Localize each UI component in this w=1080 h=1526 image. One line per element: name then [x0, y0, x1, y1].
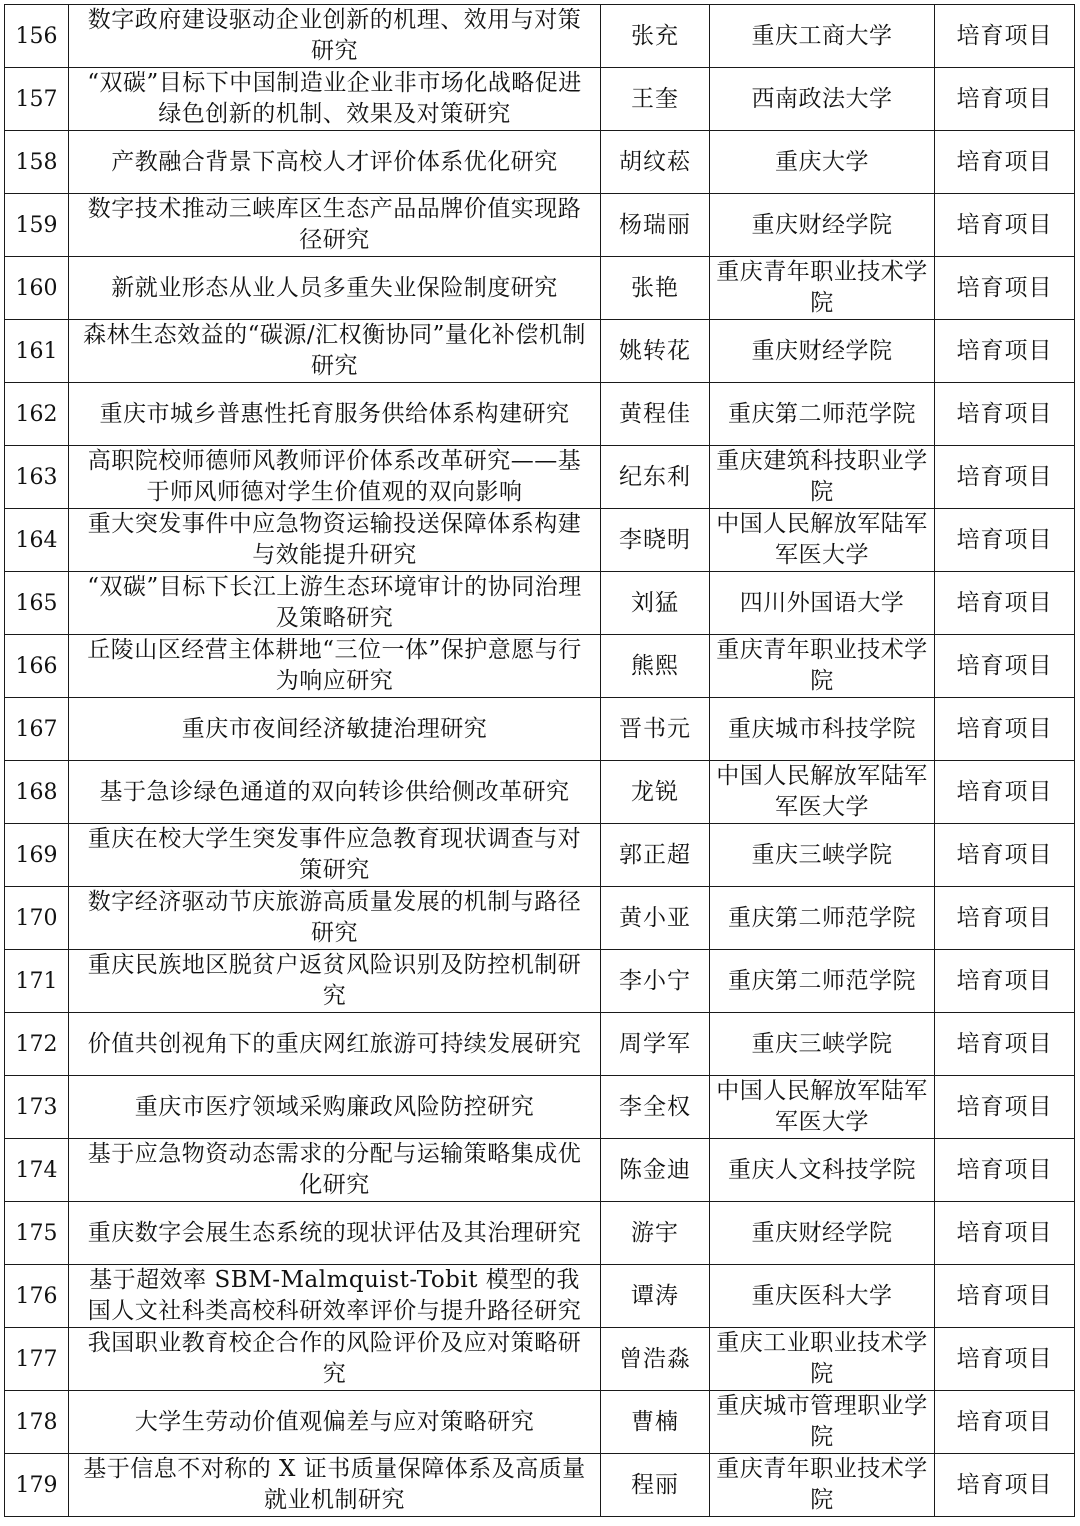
project-category: 培育项目: [935, 635, 1075, 698]
institution: 重庆工商大学: [710, 5, 935, 68]
project-title: 重庆民族地区脱贫户返贫风险识别及防控机制研究: [69, 950, 601, 1013]
row-number: 167: [5, 698, 69, 761]
principal-investigator: 熊熙: [601, 635, 710, 698]
principal-investigator: 胡纹菘: [601, 131, 710, 194]
row-number: 165: [5, 572, 69, 635]
institution: 重庆青年职业技术学院: [710, 1454, 935, 1517]
table-row: [5, 887, 1075, 950]
principal-investigator: 曾浩淼: [601, 1328, 710, 1391]
principal-investigator: 龙锐: [601, 761, 710, 824]
institution: 重庆城市管理职业学院: [710, 1391, 935, 1454]
project-title: 大学生劳动价值观偏差与应对策略研究: [69, 1391, 601, 1454]
institution: 重庆三峡学院: [710, 824, 935, 887]
project-category: 培育项目: [935, 446, 1075, 509]
table-row: [5, 1076, 1075, 1139]
institution: 中国人民解放军陆军军医大学: [710, 761, 935, 824]
institution: 重庆青年职业技术学院: [710, 635, 935, 698]
table-row: [5, 824, 1075, 887]
project-title: “双碳”目标下中国制造业企业非市场化战略促进绿色创新的机制、效果及对策研究: [69, 68, 601, 131]
project-title: 产教融合背景下高校人才评价体系优化研究: [69, 131, 601, 194]
table-row: [5, 698, 1075, 761]
project-title: 重庆市夜间经济敏捷治理研究: [69, 698, 601, 761]
principal-investigator: 程丽: [601, 1454, 710, 1517]
principal-investigator: 张充: [601, 5, 710, 68]
institution: 重庆工业职业技术学院: [710, 1328, 935, 1391]
table-row: [5, 635, 1075, 698]
row-number: 169: [5, 824, 69, 887]
project-title: 数字技术推动三峡库区生态产品品牌价值实现路径研究: [69, 194, 601, 257]
project-category: 培育项目: [935, 824, 1075, 887]
project-category: 培育项目: [935, 509, 1075, 572]
project-title: “双碳”目标下长江上游生态环境审计的协同治理及策略研究: [69, 572, 601, 635]
row-number: 162: [5, 383, 69, 446]
row-number: 160: [5, 257, 69, 320]
row-number: 164: [5, 509, 69, 572]
institution: 重庆医科大学: [710, 1265, 935, 1328]
project-category: 培育项目: [935, 1139, 1075, 1202]
table-row: [5, 950, 1075, 1013]
table-row: [5, 320, 1075, 383]
row-number: 163: [5, 446, 69, 509]
row-number: 178: [5, 1391, 69, 1454]
project-title: 数字经济驱动节庆旅游高质量发展的机制与路径研究: [69, 887, 601, 950]
project-title: 新就业形态从业人员多重失业保险制度研究: [69, 257, 601, 320]
row-number: 156: [5, 5, 69, 68]
principal-investigator: 李小宁: [601, 950, 710, 1013]
institution: 中国人民解放军陆军军医大学: [710, 1076, 935, 1139]
project-category: 培育项目: [935, 572, 1075, 635]
project-category: 培育项目: [935, 1328, 1075, 1391]
principal-investigator: 黄小亚: [601, 887, 710, 950]
project-title: 我国职业教育校企合作的风险评价及应对策略研究: [69, 1328, 601, 1391]
institution: 重庆三峡学院: [710, 1013, 935, 1076]
project-title: 重庆市城乡普惠性托育服务供给体系构建研究: [69, 383, 601, 446]
project-list-table: [4, 4, 1075, 1517]
project-category: 培育项目: [935, 1076, 1075, 1139]
table-row: [5, 1139, 1075, 1202]
project-rows: [5, 5, 1075, 1517]
institution: 重庆第二师范学院: [710, 950, 935, 1013]
project-category: 培育项目: [935, 1013, 1075, 1076]
institution: 重庆财经学院: [710, 320, 935, 383]
project-title: 基于急诊绿色通道的双向转诊供给侧改革研究: [69, 761, 601, 824]
table-row: [5, 131, 1075, 194]
principal-investigator: 谭涛: [601, 1265, 710, 1328]
project-category: 培育项目: [935, 320, 1075, 383]
project-category: 培育项目: [935, 257, 1075, 320]
table-row: [5, 5, 1075, 68]
principal-investigator: 黄程佳: [601, 383, 710, 446]
principal-investigator: 纪东利: [601, 446, 710, 509]
row-number: 177: [5, 1328, 69, 1391]
principal-investigator: 郭正超: [601, 824, 710, 887]
project-title: 重庆在校大学生突发事件应急教育现状调查与对 策研究: [69, 824, 601, 887]
row-number: 157: [5, 68, 69, 131]
principal-investigator: 陈金迪: [601, 1139, 710, 1202]
institution: 中国人民解放军陆军军医大学: [710, 509, 935, 572]
project-title: 数字政府建设驱动企业创新的机理、效用与对策研究: [69, 5, 601, 68]
principal-investigator: 刘猛: [601, 572, 710, 635]
project-category: 培育项目: [935, 1454, 1075, 1517]
institution: 西南政法大学: [710, 68, 935, 131]
project-category: 培育项目: [935, 761, 1075, 824]
table-row: [5, 257, 1075, 320]
row-number: 173: [5, 1076, 69, 1139]
project-title: 重庆数字会展生态系统的现状评估及其治理研究: [69, 1202, 601, 1265]
institution: 重庆财经学院: [710, 194, 935, 257]
row-number: 159: [5, 194, 69, 257]
principal-investigator: 李全权: [601, 1076, 710, 1139]
principal-investigator: 李晓明: [601, 509, 710, 572]
project-category: 培育项目: [935, 950, 1075, 1013]
project-title: 价值共创视角下的重庆网红旅游可持续发展研究: [69, 1013, 601, 1076]
row-number: 171: [5, 950, 69, 1013]
principal-investigator: 游宇: [601, 1202, 710, 1265]
project-category: 培育项目: [935, 1391, 1075, 1454]
project-category: 培育项目: [935, 1202, 1075, 1265]
row-number: 174: [5, 1139, 69, 1202]
row-number: 158: [5, 131, 69, 194]
table-row: [5, 1013, 1075, 1076]
institution: 重庆人文科技学院: [710, 1139, 935, 1202]
table-row: [5, 1391, 1075, 1454]
project-category: 培育项目: [935, 5, 1075, 68]
table-row: [5, 1265, 1075, 1328]
table-row: [5, 761, 1075, 824]
project-category: 培育项目: [935, 194, 1075, 257]
table-row: [5, 383, 1075, 446]
project-title: 森林生态效益的“碳源/汇权衡协同”量化补偿机制研究: [69, 320, 601, 383]
row-number: 168: [5, 761, 69, 824]
project-category: 培育项目: [935, 887, 1075, 950]
row-number: 175: [5, 1202, 69, 1265]
principal-investigator: 姚转花: [601, 320, 710, 383]
table-row: [5, 1202, 1075, 1265]
project-title: 基于应急物资动态需求的分配与运输策略集成优化研究: [69, 1139, 601, 1202]
project-category: 培育项目: [935, 1265, 1075, 1328]
project-title: 高职院校师德师风教师评价体系改革研究——基于师风师德对学生价值观的双向影响: [69, 446, 601, 509]
project-title: 重庆市医疗领域采购廉政风险防控研究: [69, 1076, 601, 1139]
principal-investigator: 杨瑞丽: [601, 194, 710, 257]
row-number: 161: [5, 320, 69, 383]
project-category: 培育项目: [935, 698, 1075, 761]
row-number: 176: [5, 1265, 69, 1328]
project-category: 培育项目: [935, 383, 1075, 446]
institution: 重庆第二师范学院: [710, 383, 935, 446]
table-row: [5, 572, 1075, 635]
row-number: 166: [5, 635, 69, 698]
table-row: [5, 194, 1075, 257]
institution: 重庆城市科技学院: [710, 698, 935, 761]
project-title: 基于超效率 SBM-Malmquist-Tobit 模型的我国人文社科类高校科研效率评价与提升路径研究: [69, 1265, 601, 1328]
principal-investigator: 晋书元: [601, 698, 710, 761]
institution: 重庆第二师范学院: [710, 887, 935, 950]
institution: 四川外国语大学: [710, 572, 935, 635]
row-number: 172: [5, 1013, 69, 1076]
table-row: [5, 1328, 1075, 1391]
project-title: 重大突发事件中应急物资运输投送保障体系构建与效能提升研究: [69, 509, 601, 572]
project-title: 基于信息不对称的 X 证书质量保障体系及高质量就业机制研究: [69, 1454, 601, 1517]
table-row: [5, 68, 1075, 131]
institution: 重庆青年职业技术学院: [710, 257, 935, 320]
table-row: [5, 509, 1075, 572]
institution: 重庆大学: [710, 131, 935, 194]
principal-investigator: 王奎: [601, 68, 710, 131]
project-title: 丘陵山区经营主体耕地“三位一体”保护意愿与行为响应研究: [69, 635, 601, 698]
institution: 重庆建筑科技职业学院: [710, 446, 935, 509]
principal-investigator: 张艳: [601, 257, 710, 320]
row-number: 170: [5, 887, 69, 950]
table-row: [5, 1454, 1075, 1517]
principal-investigator: 曹楠: [601, 1391, 710, 1454]
row-number: 179: [5, 1454, 69, 1517]
project-category: 培育项目: [935, 131, 1075, 194]
institution: 重庆财经学院: [710, 1202, 935, 1265]
principal-investigator: 周学军: [601, 1013, 710, 1076]
table-row: [5, 446, 1075, 509]
project-category: 培育项目: [935, 68, 1075, 131]
